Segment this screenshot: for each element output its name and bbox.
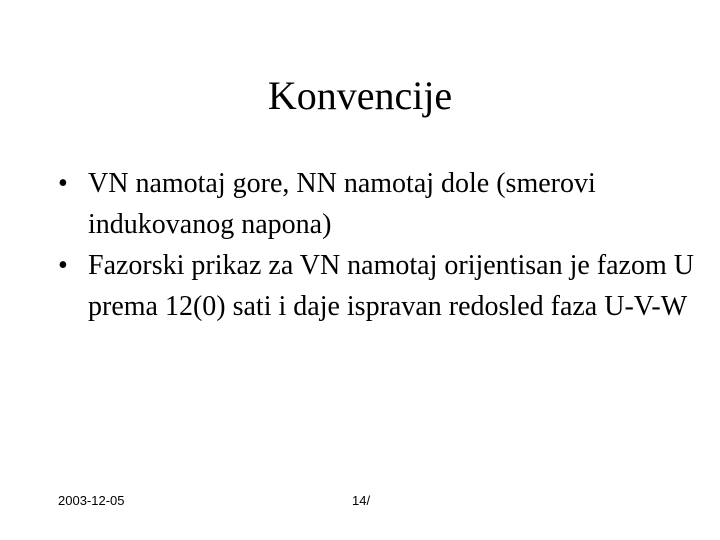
- footer-page-number: 14/: [352, 493, 371, 508]
- bullet-text-1: VN namotaj gore, NN namotaj dole (smerovi indukovanog napona): [88, 168, 596, 240]
- bullet-item-1: [58, 163, 698, 245]
- bullet-item-2: [58, 245, 698, 327]
- bullet-text-2: Fazorski prikaz za VN namotaj orijentisan je fazom U prema 12(0) sati i daje ispravan redosled faza U-V-W: [88, 250, 694, 322]
- bullet-list: [58, 163, 698, 327]
- bullet-dot-icon: •: [58, 168, 68, 199]
- slide-title: Konvencije: [267, 73, 453, 118]
- footer-date: 2003-12-05: [58, 493, 125, 508]
- bullet-dot-icon: •: [58, 250, 68, 281]
